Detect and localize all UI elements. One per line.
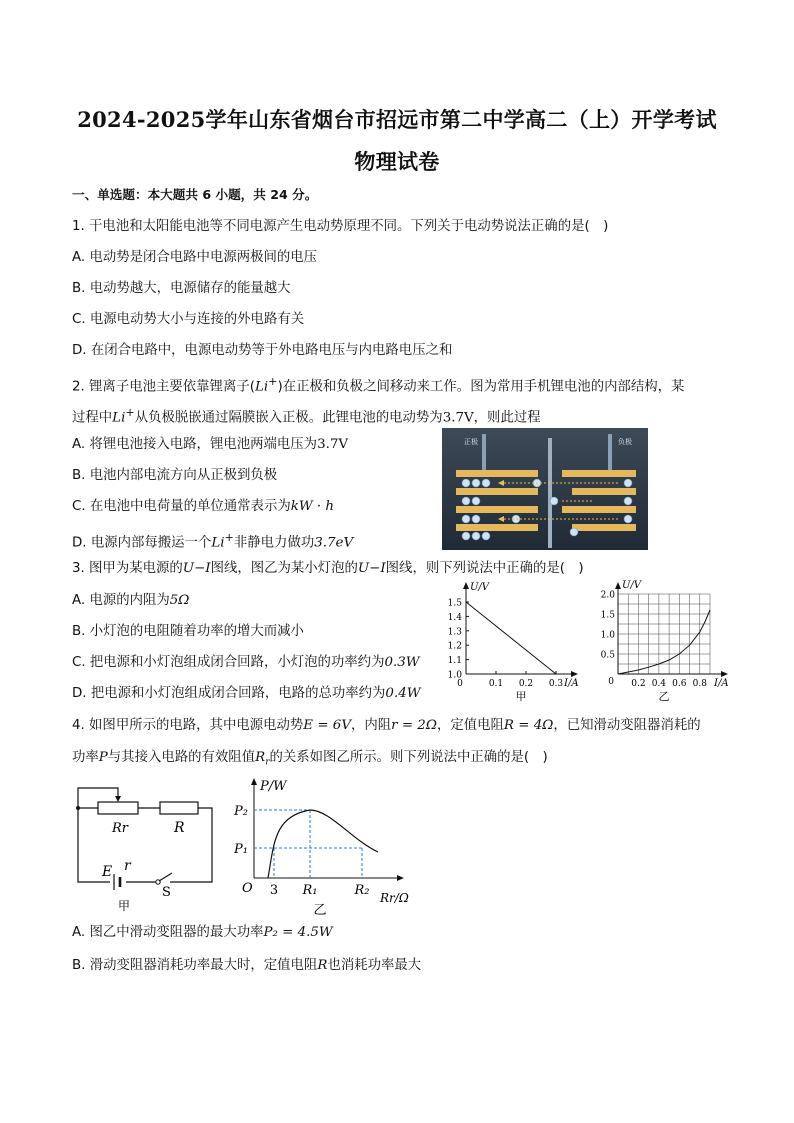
q4-text: 4. 如图甲所示的电路，其中电源电动势: [72, 718, 304, 733]
bulb-curve: [618, 610, 710, 674]
axis-arrow: [721, 671, 728, 677]
q2-option-a: [72, 436, 348, 454]
q2-option-b: B. 电池内部电流方向从正极到负极: [72, 468, 278, 483]
q4-text: ，内阻: [351, 718, 392, 733]
q2-stem-line2: [72, 404, 541, 427]
rheostat-rr: [98, 802, 138, 814]
x-tick-label: 3: [269, 883, 279, 898]
y-axis-label: U/V: [622, 580, 642, 591]
q2-text: )在正极和负极之间移动来工作。图为常用手机锂电池的内部结构，某: [277, 379, 685, 395]
q3-stem: [72, 560, 584, 578]
q4-text: ，定值电阻: [436, 718, 504, 733]
x-tick-label: 0.8: [692, 679, 707, 689]
q2-text: ，则此过程: [473, 410, 541, 426]
q3-a-text: A. 电源的内阻为: [72, 593, 170, 608]
q4-text: ，已知滑动变阻器消耗的: [553, 718, 701, 733]
q2-a-value: 3.7V: [317, 437, 349, 452]
x-tick-label: R₁: [302, 883, 318, 898]
q3-a-value: 5Ω: [169, 593, 190, 608]
q2-text: 2. 锂离子电池主要依靠锂离子(: [72, 379, 255, 395]
q3-option-b: B. 小灯泡的电阻随着功率的增大而减小: [72, 624, 304, 639]
label-rr: Rr: [112, 821, 129, 836]
y-axis-label: U/V: [470, 582, 490, 593]
chart-caption: 乙: [658, 690, 670, 703]
power-curve: [268, 810, 378, 878]
q4-text: 的关系如图乙所示。则下列说法中正确的是( ): [269, 750, 548, 765]
y-tick-label: 1.0: [600, 630, 615, 641]
y-tick-label: 2.0: [600, 590, 615, 601]
q2-text: 过程中: [72, 410, 113, 426]
x-tick-label: 0.2: [518, 679, 534, 689]
section-heading: 一、单选题：本大题共 6 小题，共 24 分。: [72, 187, 318, 202]
y-tick-label: 1.5: [600, 610, 615, 621]
q2-li: Li: [211, 535, 225, 551]
q4-b-R: R: [317, 958, 328, 973]
source-line: [466, 602, 556, 674]
y-tick-label: P₁: [234, 842, 248, 857]
q2-c-text: C. 在电池中电荷量的单位通常表示为: [72, 499, 291, 514]
axis-arrow: [463, 582, 469, 589]
q2-plus: +: [268, 375, 278, 388]
q4-R: R = 4Ω: [503, 718, 554, 733]
q4-P: P: [98, 750, 108, 765]
q4-circuit-diagram: [70, 784, 220, 914]
q2-li: Li: [112, 410, 126, 426]
x-tick-label: 0: [457, 679, 463, 689]
chart-caption: 乙: [313, 903, 327, 918]
y-axis-label: P/W: [260, 779, 287, 794]
y-tick-label: 1.2: [447, 641, 462, 652]
q1-option-b: B. 电动势越大，电源储存的能量越大: [72, 281, 291, 296]
q2-plus: +: [125, 406, 135, 419]
q2-d-text: 非静电力做功: [233, 535, 315, 551]
x-axis-label: Rr/Ω: [380, 891, 409, 905]
q3-text: 图线，图乙为某小灯泡的: [210, 561, 358, 576]
switch-lever: [159, 873, 172, 881]
q4-text: 与其接入电路的有效阻值: [107, 750, 256, 765]
q4-emf: E = 6V: [303, 718, 351, 733]
origin-label: 0: [608, 677, 614, 687]
q4-option-b: [72, 957, 421, 975]
q4-text: 功率: [72, 750, 99, 765]
negative-electrode-tab: [608, 434, 612, 472]
resistor-r: [160, 802, 198, 814]
q1-option-d: D. 在闭合电路中，电源电动势等于外电路电压与内电路电压之和: [72, 343, 453, 358]
y-tick-label: 1.3: [447, 627, 462, 638]
q3-d-text: D. 把电源和小灯泡组成闭合回路，电路的总功率约为: [72, 686, 386, 701]
origin-label: O: [242, 881, 253, 896]
axis-arrow: [571, 671, 578, 677]
q1-option-c: C. 电源电动势大小与连接的外电路有关: [72, 312, 305, 327]
q3-c-value: 0.3W: [384, 655, 420, 670]
q4-option-a: [72, 924, 333, 942]
q3-ui: U−I: [182, 561, 211, 576]
negative-label: 负极: [618, 438, 632, 446]
axis-arrow: [397, 875, 404, 881]
q4-b-text: B. 滑动变阻器消耗功率最大时，定值电阻: [72, 958, 318, 973]
y-tick-label: 1.5: [447, 598, 462, 609]
exam-title: 2024-2025学年山东省烟台市招远市第二中学高二（上）开学考试: [77, 107, 717, 132]
q3-text: 3. 图甲为某电源的: [72, 561, 183, 576]
exam-subtitle: 物理试卷: [354, 149, 440, 174]
label-r-fixed: R: [174, 820, 185, 836]
x-tick-label: 0.3: [548, 679, 564, 689]
label-switch: S: [162, 885, 171, 900]
q3-d-value: 0.4W: [385, 686, 421, 701]
q2-option-c: [72, 498, 334, 516]
q4-stem-line1: [72, 717, 701, 735]
q2-d-text: D. 电源内部每搬运一个: [72, 535, 212, 551]
q4-stem-line2: [72, 749, 548, 772]
positive-electrode-tab: [482, 434, 486, 472]
q4-a-text: A. 图乙中滑动变阻器的最大功率: [72, 925, 264, 940]
q1-option-a: A. 电动势是闭合电路中电源两极间的电压: [72, 250, 318, 265]
q3-option-c: [72, 654, 420, 672]
q3-option-a: [72, 592, 189, 610]
ui-chart-source: [436, 578, 586, 704]
q4-a-value: P₂ = 4.5W: [263, 925, 333, 940]
power-resistance-chart: [228, 774, 428, 918]
label-r-internal: r: [124, 858, 131, 874]
axis-arrow: [251, 778, 257, 785]
q4-b-text: 也消耗功率最大: [327, 958, 422, 973]
q3-c-text: C. 把电源和小灯泡组成闭合回路，小灯泡的功率约为: [72, 655, 385, 670]
x-tick-label: 0.4: [651, 679, 667, 689]
lithium-battery-figure: [442, 428, 648, 550]
axis-arrow: [615, 582, 621, 589]
x-tick-label: 0.6: [672, 679, 687, 689]
x-tick-label: R₂: [354, 883, 370, 898]
junction-node: [76, 806, 80, 810]
x-axis-label: I/A: [564, 678, 579, 689]
positive-label: 正极: [464, 438, 478, 446]
q2-option-d: [72, 529, 353, 552]
q4-Rr: R: [255, 750, 266, 765]
x-tick-label: 0.2: [631, 679, 646, 689]
y-tick-label: 1.1: [447, 656, 462, 667]
chart-caption: 甲: [515, 690, 527, 703]
y-tick-label: P₂: [234, 804, 248, 819]
q4-r: r = 2Ω: [391, 718, 437, 733]
q2-li: Li: [254, 379, 269, 395]
label-e: E: [102, 864, 113, 880]
q2-d-value: 3.7eV: [314, 535, 354, 551]
rheostat-slider: [115, 796, 121, 802]
q1-stem: 1. 干电池和太阳能电池等不同电源产生电动势原理不同。下列关于电动势说法正确的是( ): [72, 219, 609, 234]
separator: [548, 438, 552, 548]
q2-plus: +: [224, 531, 234, 544]
y-tick-label: 0.5: [600, 650, 615, 661]
circuit-caption: 甲: [118, 899, 131, 913]
ui-chart-bulb: [596, 578, 736, 704]
q4-Rr-sub: r: [265, 757, 270, 768]
q3-option-d: [72, 685, 420, 703]
y-tick-label: 1.0: [447, 670, 462, 681]
battery-symbol: [114, 874, 120, 890]
q2-emf: 3.7V: [442, 410, 474, 426]
q2-text: 从负极脱嵌通过隔膜嵌入正极。此锂电池的电动势为: [134, 410, 443, 426]
q2-c-value: kW · h: [290, 499, 335, 514]
y-tick-label: 1.4: [447, 612, 462, 623]
q2-stem-line1: [72, 373, 684, 396]
q3-text: 图线，则下列说法中正确的是( ): [385, 561, 584, 576]
x-axis-label: I/A: [714, 678, 729, 689]
q3-ui: U−I: [357, 561, 386, 576]
q2-a-text: A. 将锂电池接入电路，锂电池两端电压为: [72, 437, 318, 452]
x-tick-label: 0.1: [488, 679, 504, 689]
